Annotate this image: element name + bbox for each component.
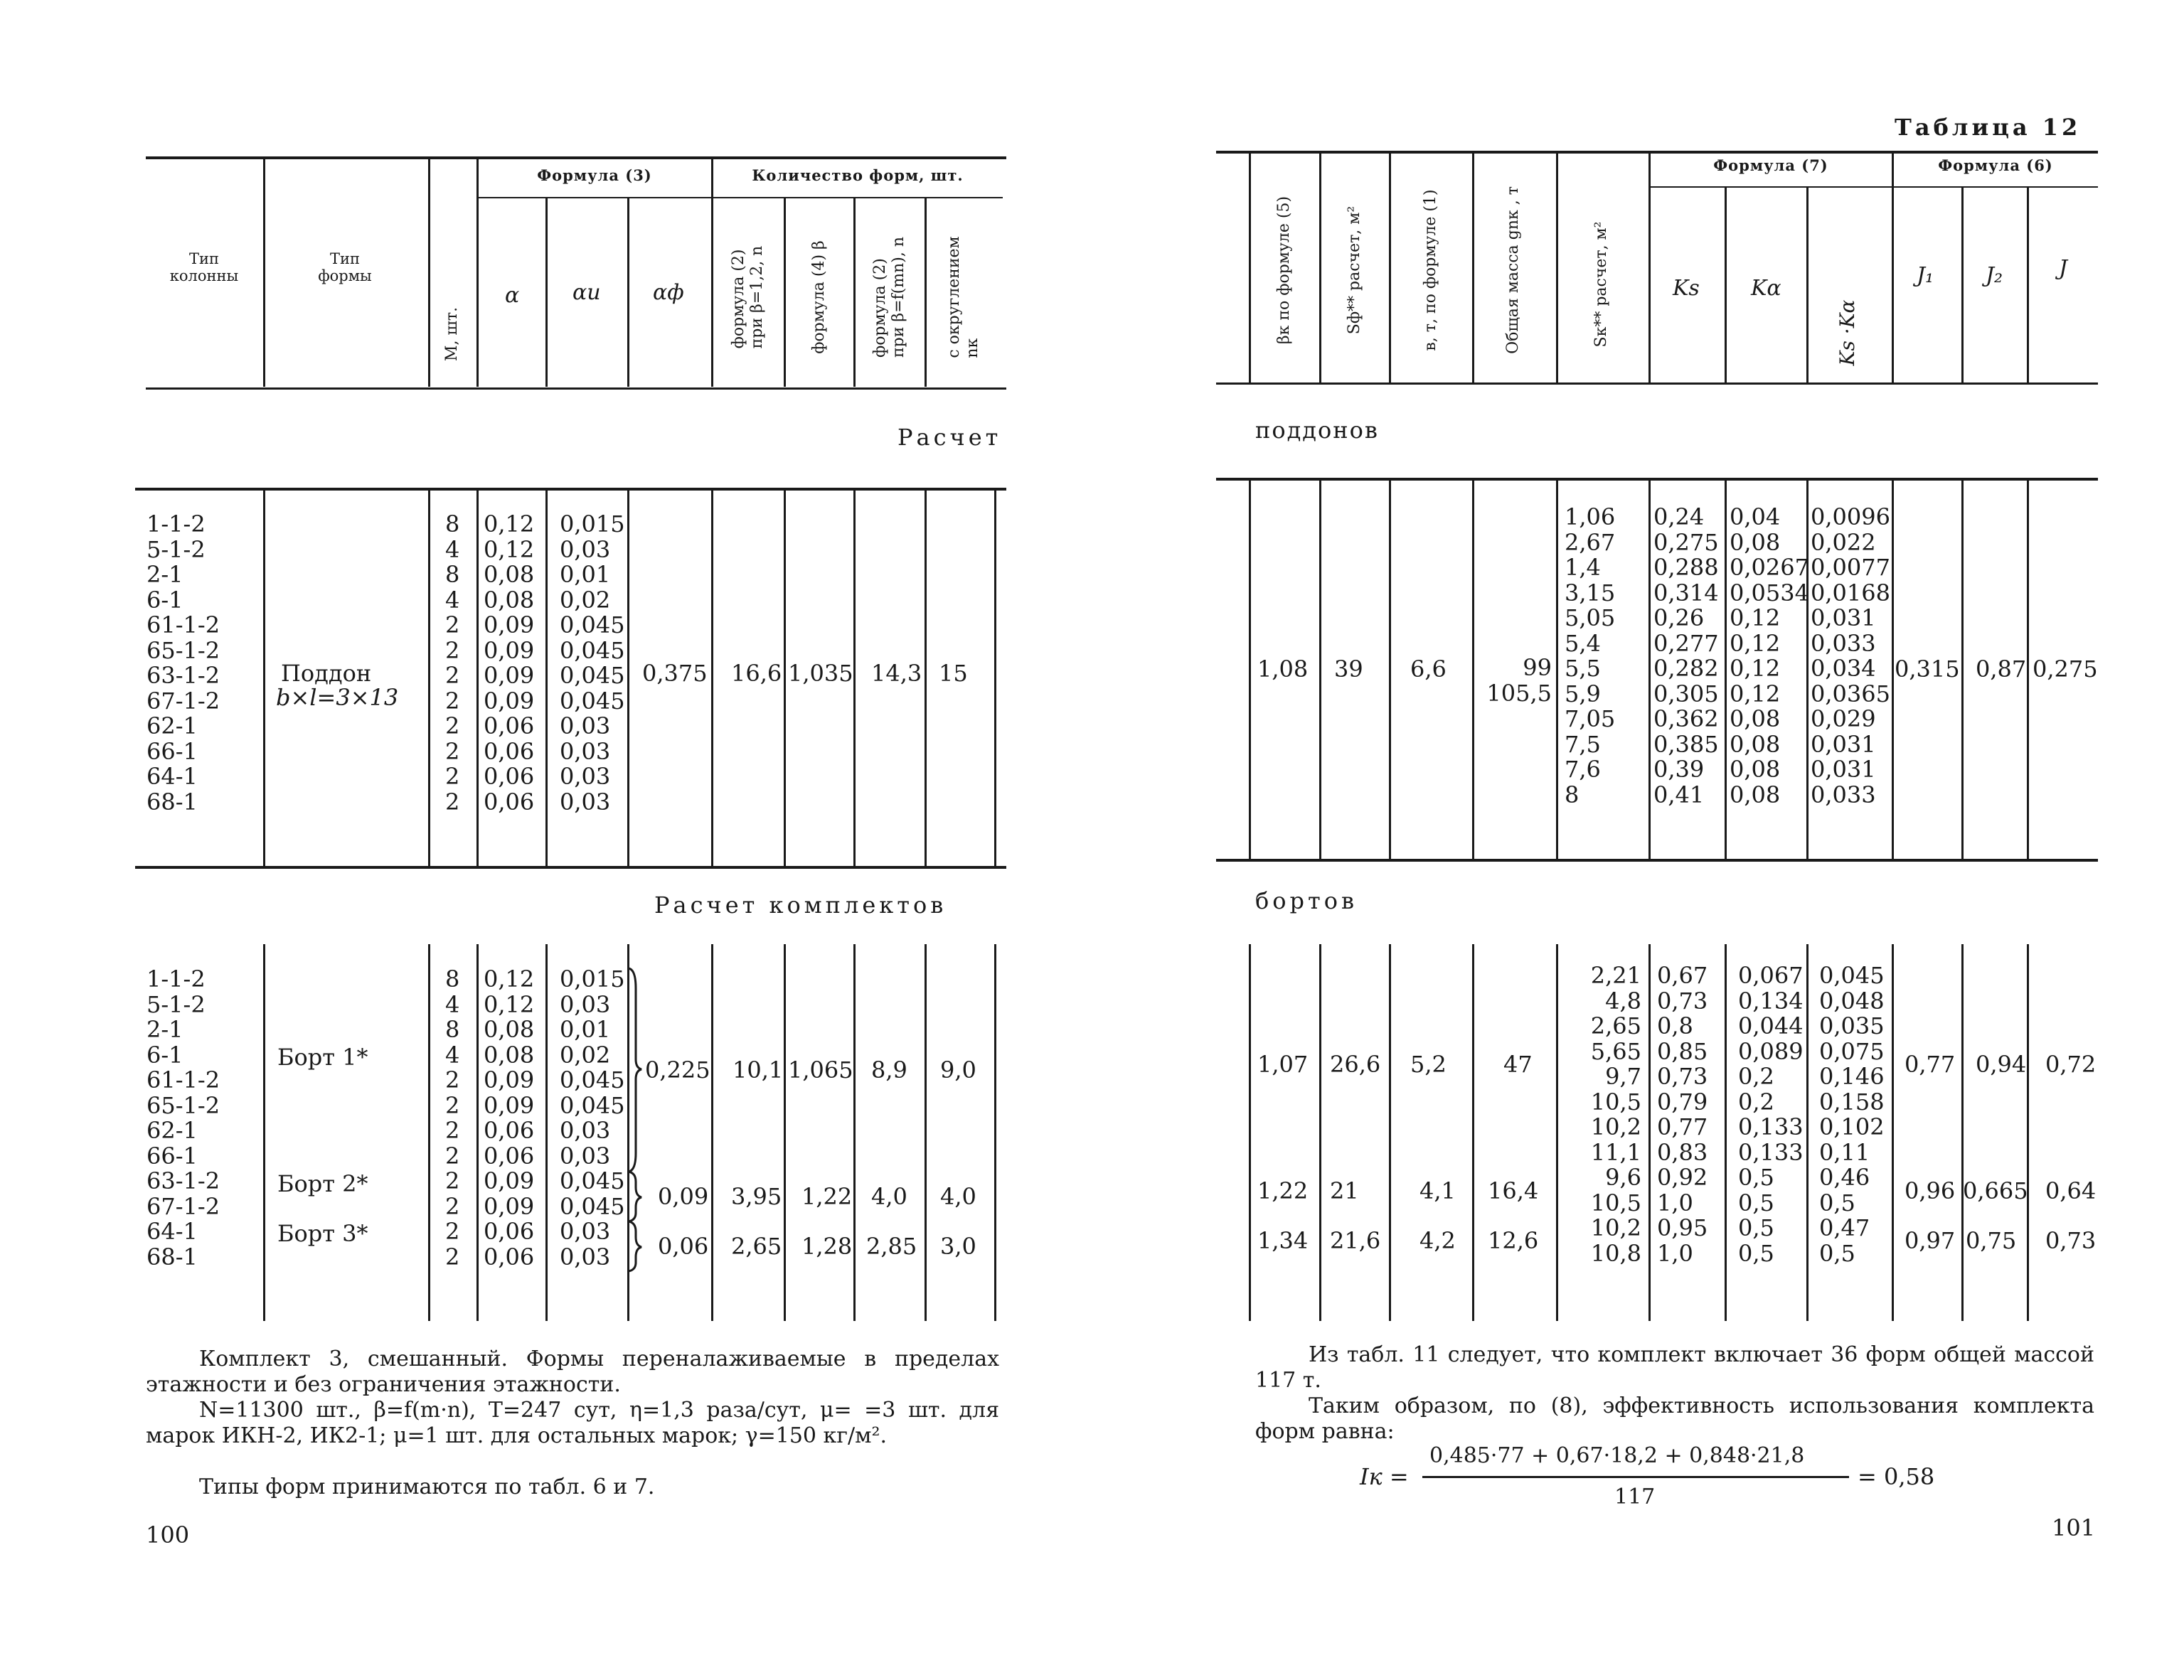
s2-g3-f2-mn: 2,85: [866, 1233, 917, 1260]
s2-s-k-list: 2,21 4,8 2,65 5,65 9,7 10,5 10,2 11,1 9,6 10,5 10,2 10,8: [1590, 962, 1641, 1267]
header-round: с округлением nк: [945, 236, 981, 358]
s2-alpha-u-list: 0,015 0,03 0,01 0,02 0,045 0,045 0,03 0,03 0,045 0,045 0,03 0,03: [560, 965, 625, 1270]
s1-type-list: 1-1-2 5-1-2 2-1 6-1 61-1-2 65-1-2 63-1-2 67-1-2 62-1 66-1 64-1 68-1: [147, 510, 220, 815]
s1-Ka-list: 0,04 0,08 0,0267 0,0534 0,12 0,12 0,12 0,12 0,08 0,08 0,08 0,08: [1730, 503, 1809, 808]
s1-form-name: Поддон: [281, 660, 372, 687]
s2-Ks-list: 0,67 0,73 0,8 0,85 0,73 0,79 0,77 0,83 0,92 1,0 0,95 1,0: [1657, 962, 1708, 1267]
formula-fraction-bar: [1422, 1476, 1849, 1478]
s2-g2-beta-k: 1,22: [1257, 1177, 1309, 1204]
s2-g3-beta-k: 1,34: [1257, 1227, 1309, 1254]
header-M: M, шт.: [443, 306, 461, 362]
s2-g3-s-phi: 21,6: [1330, 1227, 1381, 1254]
s1-b-t: 6,6: [1410, 656, 1447, 683]
formula-lhs: Iк =: [1360, 1463, 1409, 1490]
header-alpha-f: αф: [653, 280, 684, 305]
header-type-column: Тип колонны: [169, 250, 239, 284]
s2-g3-alpha-f: 0,06: [658, 1233, 709, 1260]
s2-g1-J: 0,72: [2045, 1051, 2097, 1078]
header-J1: J₁: [1917, 263, 1934, 288]
s2-g3-f4: 1,28: [801, 1233, 853, 1260]
s2-g3-J2: 0,75: [1966, 1227, 2017, 1254]
s2-alpha-list: 0,12 0,12 0,08 0,08 0,09 0,09 0,06 0,06 0,09 0,09 0,06 0,06: [484, 965, 535, 1270]
s2-g3-f2-12: 2,65: [731, 1233, 782, 1260]
s2-M-list: 8 4 8 4 2 2 2 2 2 2 2 2: [445, 965, 460, 1270]
section-label-pallets-left: Расчет: [897, 424, 1002, 451]
s2-g2-f4: 1,22: [801, 1183, 853, 1210]
formula-denominator: 117: [1614, 1484, 1656, 1509]
header-formula6: Формула (6): [1938, 156, 2053, 174]
s2-g3-b-t: 4,2: [1419, 1227, 1456, 1254]
s2-g1-f2-12: 10,1: [733, 1056, 784, 1084]
s2-g1-beta-k: 1,07: [1257, 1051, 1309, 1078]
s1-s-k-list: 1,06 2,67 1,4 3,15 5,05 5,4 5,5 5,9 7,05 7,5 7,6 8: [1565, 503, 1616, 808]
header-type-form: Тип формы: [318, 250, 372, 284]
left-paragraph-1: Комплект 3, смешанный. Формы переналаживаемые в пределах этажности и без ограничения этажности.: [146, 1347, 999, 1397]
page-number-right: 101: [2052, 1514, 2096, 1541]
s2-g3-mass: 12,6: [1488, 1227, 1539, 1254]
header-f2-mn: формула (2) при β=f(mn), n: [871, 236, 907, 358]
header-formula7: Формула (7): [1713, 156, 1828, 174]
s2-g2-alpha-f: 0,09: [658, 1183, 709, 1210]
s2-g3-J: 0,73: [2045, 1227, 2097, 1254]
s1-alpha-u-list: 0,015 0,03 0,01 0,02 0,045 0,045 0,045 0,045 0,03 0,03 0,03 0,03: [560, 510, 625, 815]
s2-g1-b-t: 5,2: [1410, 1051, 1447, 1078]
header-total-mass: Общая масса gnк , т: [1504, 186, 1522, 354]
section-label-sides-right: бортов: [1255, 887, 1358, 914]
left-paragraph-2: N=11300 шт., β=f(m·n), T=247 сут, η=1,3 раза/сут, μ= =3 шт. для марок ИКН-2, ИК2-1; μ=1 шт. для остальных марок; γ=150 кг/м².: [146, 1398, 999, 1448]
header-J2: J₂: [1986, 263, 2003, 288]
header-Ka: Kα: [1751, 276, 1781, 301]
formula-result: = 0,58: [1858, 1463, 1935, 1490]
s1-J2: 0,87: [1976, 656, 2027, 683]
s2-g2-b-t: 4,1: [1419, 1177, 1456, 1204]
s2-g3-round: 3,0: [940, 1233, 976, 1260]
s1-total-mass: 99 105,5: [1486, 654, 1552, 707]
s1-f2-12: 16,6: [731, 660, 782, 687]
header-f4: формула (4) β: [810, 240, 828, 354]
s2-g2-s-phi: 21: [1330, 1177, 1359, 1204]
s2-Ka-list: 0,067 0,134 0,044 0,089 0,2 0,2 0,133 0,133 0,5 0,5 0,5 0,5: [1738, 962, 1804, 1267]
s2-g2-f2-12: 3,95: [731, 1183, 782, 1210]
s2-g2-J: 0,64: [2045, 1177, 2097, 1204]
s1-f4: 1,035: [788, 660, 853, 687]
s2-g1-form: Борт 1*: [277, 1044, 368, 1071]
s2-g2-f2-mn: 4,0: [871, 1183, 907, 1210]
header-KsKa: Ks ·Kα: [1836, 299, 1859, 366]
s2-g2-J1: 0,96: [1905, 1177, 1956, 1204]
s1-J1: 0,315: [1895, 656, 1960, 683]
s2-g2-J2: 0,665: [1963, 1177, 2028, 1204]
section-label-pallets-right: поддонов: [1255, 417, 1379, 444]
s1-M-list: 8 4 8 4 2 2 2 2 2 2 2 2: [445, 510, 460, 815]
s1-f2-mn: 14,3: [871, 660, 922, 687]
section-label-sets-left: Расчет комплектов: [654, 892, 947, 919]
s2-g1-mass: 47: [1503, 1051, 1533, 1078]
header-b-t: в, т, по формуле (1): [1422, 189, 1439, 351]
s2-g1-s-phi: 26,6: [1330, 1051, 1381, 1078]
s1-round: 15: [939, 660, 968, 687]
s2-type-list: 1-1-2 5-1-2 2-1 6-1 61-1-2 65-1-2 62-1 66-1 63-1-2 67-1-2 64-1 68-1: [147, 965, 220, 1270]
header-alpha: α: [505, 283, 520, 308]
s2-g2-mass: 16,4: [1488, 1177, 1539, 1204]
group-braces: [626, 967, 654, 1273]
s1-J: 0,275: [2033, 656, 2098, 683]
header-beta-k: βк по формуле (5): [1275, 196, 1293, 345]
right-paragraph-1: Из табл. 11 следует, что комплект включает 36 форм общей массой 117 т.: [1255, 1342, 2094, 1393]
s1-s-phi: 39: [1334, 656, 1363, 683]
s2-g3-J1: 0,97: [1905, 1227, 1956, 1254]
s1-beta-k: 1,08: [1257, 656, 1309, 683]
page-number-left: 100: [146, 1521, 190, 1548]
formula-numerator: 0,485·77 + 0,67·18,2 + 0,848·21,8: [1429, 1443, 1805, 1468]
table-title: Таблица 12: [1895, 114, 2082, 141]
header-formula3: Формула (3): [537, 166, 652, 184]
s1-alpha-f: 0,375: [642, 660, 708, 687]
s2-g1-round: 9,0: [940, 1056, 976, 1084]
header-count-forms: Количество форм, шт.: [752, 166, 964, 184]
s2-g1-alpha-f: 0,225: [645, 1056, 710, 1084]
s2-g1-f4: 1,065: [788, 1056, 853, 1084]
s2-g2-round: 4,0: [940, 1183, 976, 1210]
s2-g3-form: Борт 3*: [277, 1220, 368, 1247]
s1-Ks-list: 0,24 0,275 0,288 0,314 0,26 0,277 0,282 0,305 0,362 0,385 0,39 0,41: [1653, 503, 1719, 808]
header-Ks: Ks: [1673, 276, 1700, 301]
header-f2-12: формула (2) при β=1,2, n: [730, 245, 766, 349]
s1-KsKa-list: 0,0096 0,022 0,0077 0,0168 0,031 0,033 0,034 0,0365 0,029 0,031 0,031 0,033: [1811, 503, 1890, 808]
header-J: J: [2059, 256, 2068, 281]
s2-KsKa-list: 0,045 0,048 0,035 0,075 0,146 0,158 0,102 0,11 0,46 0,5 0,47 0,5: [1819, 962, 1885, 1267]
s2-g1-J2: 0,94: [1976, 1051, 2027, 1078]
header-s-phi: Sф** расчет, м²: [1346, 205, 1363, 335]
s1-form-size: b×l=3×13: [276, 684, 399, 711]
header-alpha-u: αu: [572, 280, 601, 305]
s2-g1-f2-mn: 8,9: [871, 1056, 907, 1084]
right-paragraph-2: Таким образом, по (8), эффективность использования комплекта форм равна:: [1255, 1393, 2094, 1444]
s2-g2-form: Борт 2*: [277, 1170, 368, 1197]
s1-alpha-list: 0,12 0,12 0,08 0,08 0,09 0,09 0,09 0,09 0,06 0,06 0,06 0,06: [484, 510, 535, 815]
left-paragraph-3: Типы форм принимаются по табл. 6 и 7.: [199, 1475, 655, 1499]
header-s-k: Sк** расчет, м²: [1592, 221, 1610, 348]
s2-g1-J1: 0,77: [1905, 1051, 1956, 1078]
